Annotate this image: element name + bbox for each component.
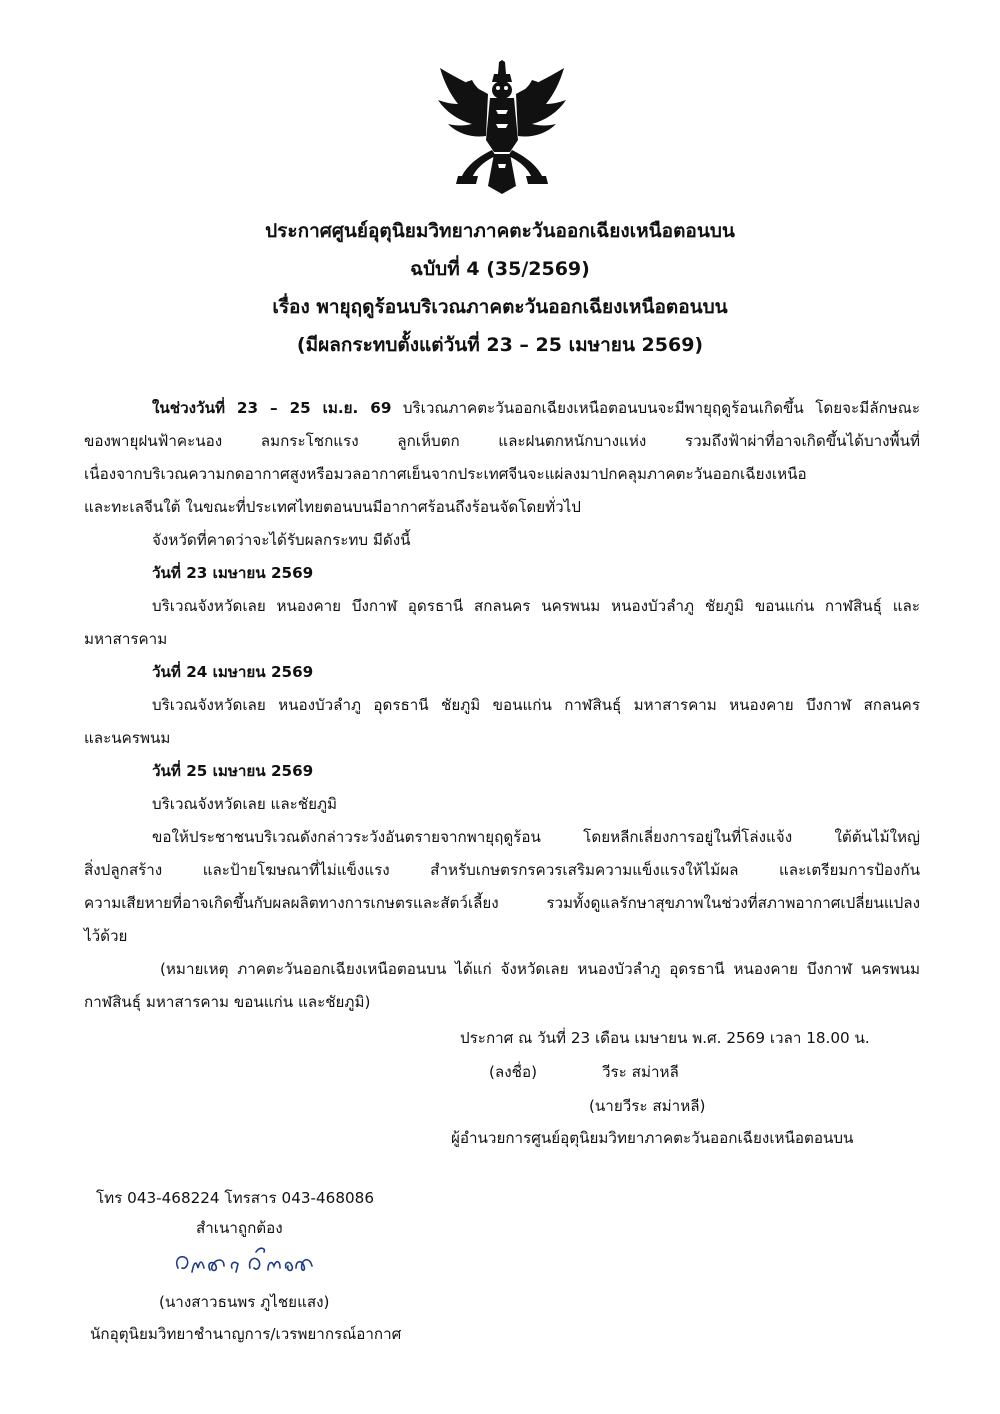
advice-line-3: ความเสียหายที่อาจเกิดขึ้นกับผลผลิตทางการเกษตรและสัตว์เลี้ยง รวมทั้งดูแลรักษาสุขภาพในช่วงที่สภาพอากาศเปลี่ยนแปลง [84, 894, 920, 912]
day-provinces-line: บริเวณจังหวัดเลย หนองคาย บึงกาฬ อุดรธานี สกลนคร นครพนม หนองบัวลำภู ชัยภูมิ ขอนแก่น กาฬสินธุ์ และ [152, 597, 920, 615]
advice-line-4: ไว้ด้วย [84, 927, 128, 945]
intro-line-2: ของพายุฝนฟ้าคะนอง ลมกระโชกแรง ลูกเห็บตก และฝนตกหนักบางแห่ง รวมถึงฟ้าผ่าที่อาจเกิดขึ้นได้บางพื้นที่ [84, 432, 920, 450]
day-provinces-line: บริเวณจังหวัดเลย หนองบัวลำภู อุดรธานี ชัยภูมิ ขอนแก่น กาฬสินธุ์ มหาสารคาม หนองคาย บึงกาฬ สกลนคร [152, 696, 920, 714]
day-heading: วันที่ 25 เมษายน 2569 [152, 762, 314, 780]
day-provinces-line: มหาสารคาม [84, 630, 168, 648]
announcement-title: ประกาศศูนย์อุตุนิยมวิทยาภาคตะวันออกเฉียงเหนือตอนบน [265, 220, 735, 242]
certified-copy-label: สำเนาถูกต้อง [196, 1219, 283, 1237]
signer-position: ผู้อำนวยการศูนย์อุตุนิยมวิทยาภาคตะวันออกเฉียงเหนือตอนบน [451, 1129, 854, 1147]
issue-number: ฉบับที่ 4 (35/2569) [410, 258, 590, 280]
day-provinces-line: บริเวณจังหวัดเลย และชัยภูมิ [152, 795, 338, 813]
advice-line-1: ขอให้ประชาชนบริเวณดังกล่าวระวังอันตรายจากพายุฤดูร้อน โดยหลีกเลี่ยงการอยู่ในที่โล่งแจ้ง ใต้ต้นไม้ใหญ่ [152, 828, 920, 846]
certifier-name: (นางสาวธนพร ภูไชยแสง) [159, 1293, 330, 1311]
advice-line-2: สิ่งปลูกสร้าง และป้ายโฆษณาที่ไม่แข็งแรง สำหรับเกษตรกรควรเสริมความแข็งแรงให้ไม้ผล และเตรียมการป้องกัน [84, 861, 920, 879]
intro-date-range: ในช่วงวันที่ 23 – 25 เม.ย. 69 [152, 399, 392, 417]
signer-short-name: วีระ สม่าหลี [602, 1063, 679, 1081]
provinces-intro: จังหวัดที่คาดว่าจะได้รับผลกระทบ มีดังนี้ [152, 531, 411, 549]
certifier-position: นักอุตุนิยมวิทยาชำนาญการ/เวรพยากรณ์อากาศ [90, 1325, 402, 1343]
announced-date: ประกาศ ณ วันที่ 23 เดือน เมษายน พ.ศ. 2569 เวลา 18.00 น. [460, 1029, 870, 1047]
note-line-1: (หมายเหตุ ภาคตะวันออกเฉียงเหนือตอนบน ได้แก่ จังหวัดเลย หนองบัวลำภู อุดรธานี หนองคาย บึงกาฬ นครพนม [160, 960, 920, 978]
handwritten-signature [172, 1238, 322, 1282]
day-provinces-line: และนครพนม [84, 729, 171, 747]
note-line-2: กาฬสินธุ์ มหาสารคาม ขอนแก่น และชัยภูมิ) [84, 993, 371, 1011]
effective-period: (มีผลกระทบตั้งแต่วันที่ 23 – 25 เมษายน 2569) [296, 334, 704, 356]
intro-text: บริเวณภาคตะวันออกเฉียงเหนือตอนบนจะมีพายุฤดูร้อนเกิดขึ้น โดยจะมีลักษณะ [391, 399, 920, 417]
announcement-body [84, 392, 920, 1019]
intro-line-4: และทะเลจีนใต้ ในขณะที่ประเทศไทยตอนบนมีอากาศร้อนถึงร้อนจัดโดยทั่วไป [84, 498, 581, 516]
day-heading: วันที่ 23 เมษายน 2569 [152, 564, 314, 582]
signer-full-name: (นายวีระ สม่าหลี) [589, 1097, 706, 1115]
garuda-emblem [436, 60, 568, 195]
signed-label: (ลงชื่อ) [489, 1063, 538, 1081]
intro-line-1 [84, 392, 920, 425]
announcement-subject: เรื่อง พายุฤดูร้อนบริเวณภาคตะวันออกเฉียงเหนือตอนบน [272, 296, 728, 318]
contact-info: โทร 043-468224 โทรสาร 043-468086 [96, 1189, 374, 1207]
intro-line-3: เนื่องจากบริเวณความกดอากาศสูงหรือมวลอากาศเย็นจากประเทศจีนจะแผ่ลงมาปกคลุมภาคตะวันออกเฉียงเหนือ [84, 465, 807, 483]
announcement-header [120, 212, 880, 364]
day-heading: วันที่ 24 เมษายน 2569 [152, 663, 314, 681]
